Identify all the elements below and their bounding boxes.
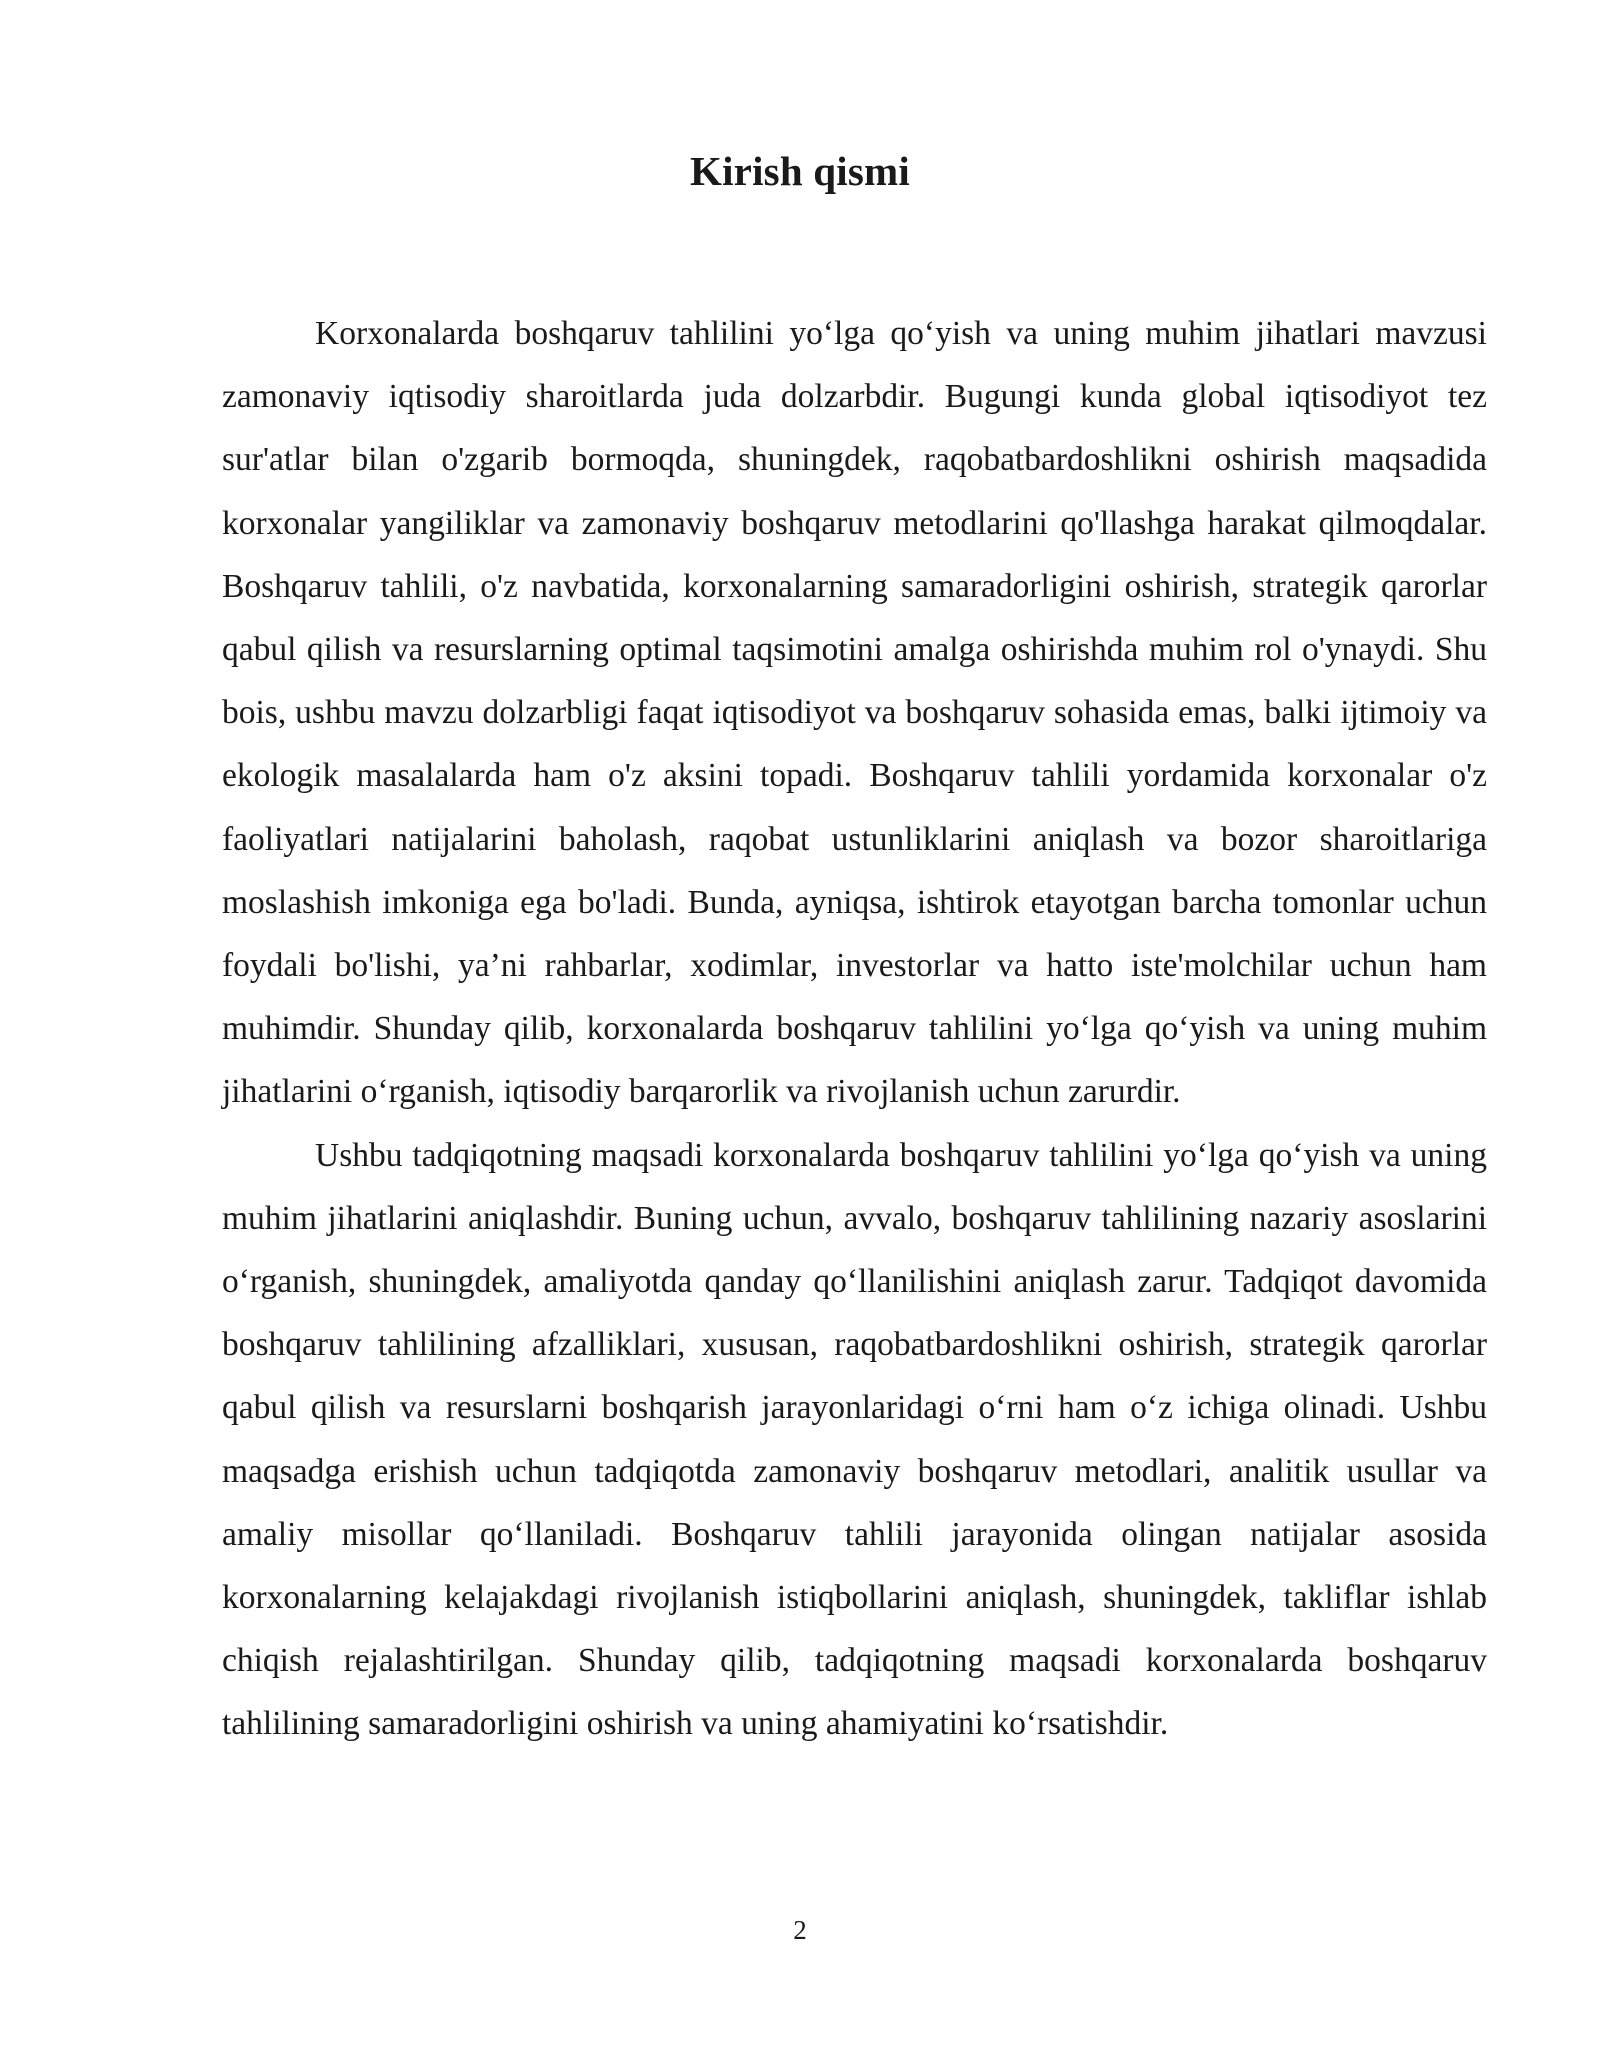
document-body (222, 302, 1487, 1756)
page-title: Kirish qismi (690, 148, 910, 194)
page-number: 2 (793, 1915, 807, 1945)
paragraph-relevance: Korxonalarda boshqaruv tahlilini yo‘lga qo‘yish va uning muhim jihatlari mavzusi zamonaviy iqtisodiy sharoitlarda juda dolzarbdir. Bugungi kunda global iqtisodiyot tez sur'atlar bilan o'zgarib bormoqda, shuningdek, raqobatbardoshlikni oshirish maqsadida korxonalar yangiliklar va zamonaviy boshqaruv metodlarini qo'llashga harakat qilmoqdalar. Boshqaruv tahlili, o'z navbatida, korxonalarning samaradorligini oshirish, strategik qarorlar qabul qilish va resurslarning optimal taqsimotini amalga oshirishda muhim rol o'ynaydi. Shu bois, ushbu mavzu dolzarbligi faqat iqtisodiyot va boshqaruv sohasida emas, balki ijtimoiy va ekologik masalalarda ham o'z aksini topadi. Boshqaruv tahlili yordamida korxonalar o'z faoliyatlari natijalarini baholash, raqobat ustunliklarini aniqlash va bozor sharoitlariga moslashish imkoniga ega bo'ladi. Bunda, ayniqsa, ishtirok etayotgan barcha tomonlar uchun foydali bo'lishi, ya’ni rahbarlar, xodimlar, investorlar va hatto iste'molchilar uchun ham muhimdir. Shunday qilib, korxonalarda boshqaruv tahlilini yo‘lga qo‘yish va uning muhim jihatlarini o‘rganish, iqtisodiy barqarorlik va rivojlanish uchun zarurdir. (222, 315, 1487, 1111)
paragraph-research-goal: Ushbu tadqiqotning maqsadi korxonalarda boshqaruv tahlilini yo‘lga qo‘yish va uning muhim jihatlarini aniqlashdir. Buning uchun, avvalo, boshqaruv tahlilining nazariy asoslarini o‘rganish, shuningdek, amaliyotda qanday qo‘llanilishini aniqlash zarur. Tadqiqot davomida boshqaruv tahlilining afzalliklari, xususan, raqobatbardoshlikni oshirish, strategik qarorlar qabul qilish va resurslarni boshqarish jarayonlaridagi o‘rni ham o‘z ichiga olinadi. Ushbu maqsadga erishish uchun tadqiqotda zamonaviy boshqaruv metodlari, analitik usullar va amaliy misollar qo‘llaniladi. Boshqaruv tahlili jarayonida olingan natijalar asosida korxonalarning kelajakdagi rivojlanish istiqbollarini aniqlash, shuningdek, takliflar ishlab chiqish rejalashtirilgan. Shunday qilib, tadqiqotning maqsadi korxonalarda boshqaruv tahlilining samaradorligini oshirish va uning ahamiyatini ko‘rsatishdir. (222, 1136, 1487, 1743)
